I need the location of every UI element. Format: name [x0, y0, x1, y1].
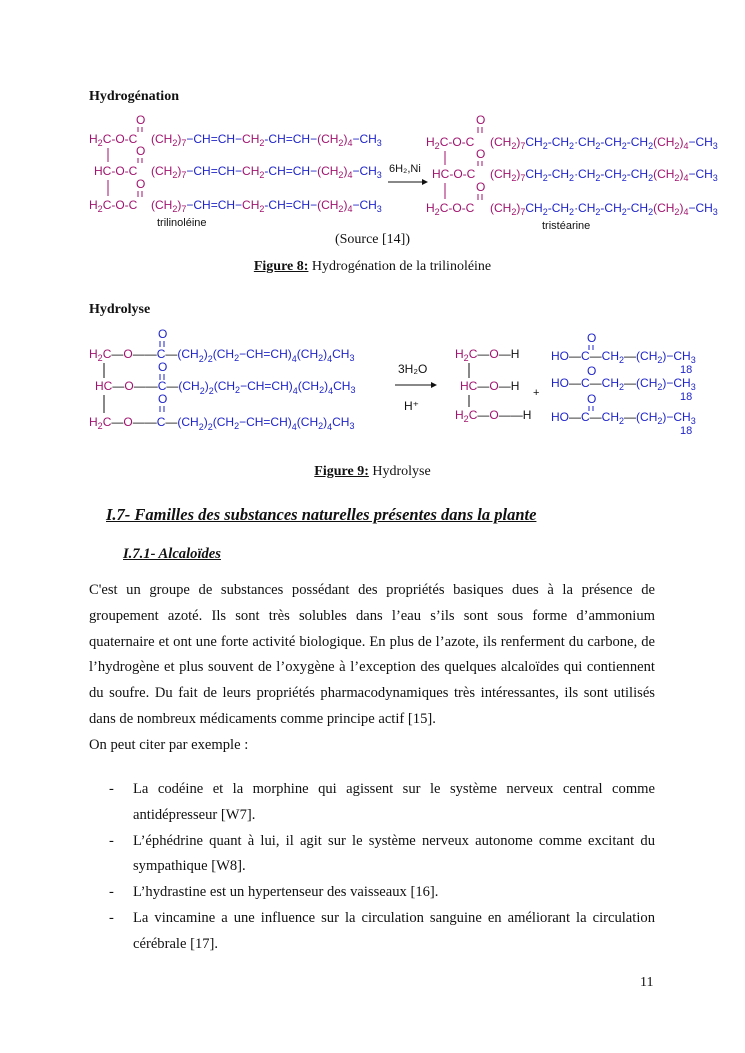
- list-item: - L’éphédrine quant à lui, il agit sur le système nerveux autonome comme excitant du sympathique [W8].: [109, 832, 655, 875]
- examples-list: [109, 777, 655, 958]
- svg-text:H2C-O-C: $H_2C-O-C$: [89, 198, 138, 214]
- svg-text:HO—C—CH2—(CH2)−CH3: $HO—C—CH_2—(CH_2)-CH_3$: [551, 410, 696, 426]
- svg-text:(CH2)7−CH=CH−CH2-CH=CH−(CH2)4−: $(CH_2)_7-CH=CH-CH_2-CH=CH-(CH_2)_4-CH_3$: [151, 198, 382, 214]
- svg-text:O: O: [476, 147, 486, 161]
- svg-text:O: O: [136, 177, 146, 191]
- hydrolysis-reagent-acid: H⁺: [404, 399, 419, 413]
- hydrolysis-scheme: [0, 0, 745, 460]
- svg-text:HC—O—H: HC—O—H: [460, 379, 520, 393]
- svg-text:HC—O——C—(CH2)2(CH2−CH=CH)4(CH2: $HC—O——C—(CH_2)_2(CH_2-CH=CH)_4(CH_2)_4CH_3$: [95, 379, 356, 396]
- examples-intro: On peut citer par exemple :: [89, 737, 249, 753]
- list-item: - La vincamine a une influence sur la circulation sanguine en améliorant la circulation cérébrale [17].: [109, 909, 655, 952]
- svg-text:O: O: [587, 331, 597, 345]
- svg-text:(CH2)7CH2-CH2·CH2-CH2-CH2(CH2): $(CH_2)_7CH_2-CH_2\cdot CH_2-CH_2-CH_2(CH_2)_4-CH_3$: [490, 167, 718, 183]
- svg-text:H2C-O-C: $H_2C-O-C$: [426, 201, 475, 217]
- svg-text:HO—C—CH2—(CH2)−CH3: $HO—C—CH_2—(CH_2)-CH_3$: [551, 349, 696, 365]
- subsection-title: I.7.1- Alcaloïdes: [123, 546, 221, 562]
- svg-text:18: 18: [680, 364, 693, 376]
- svg-text:+: +: [533, 387, 540, 399]
- tristearin-label: tristéarine: [542, 220, 591, 232]
- svg-text:(CH2)7CH2-CH2·CH2-CH2-CH2(CH2): $(CH_2)_7CH_2-CH_2\cdot CH_2-CH_2-CH_2(CH_2)_4-CH_3$: [490, 201, 718, 217]
- triglyceride-structure: [89, 327, 355, 432]
- svg-text:O: O: [587, 364, 597, 378]
- hydrolysis-heading: Hydrolyse: [89, 302, 151, 317]
- svg-text:18: 18: [680, 391, 693, 403]
- list-item: - La codéine et la morphine qui agissent sur le système nerveux central comme antidépresseur [W7].: [109, 781, 655, 823]
- figure8-source: (Source [14]): [334, 232, 411, 247]
- hydrogenation-heading: Hydrogénation: [89, 89, 179, 104]
- figure8-caption: Figure 8: Hydrogénation de la trilinoléine: [253, 259, 492, 274]
- reaction-arrow-hydrolysis: [395, 362, 437, 413]
- hydrolysis-reagent-water: 3H₂O: [398, 362, 428, 376]
- hydrogenation-reagent: 6H₂,Ni: [389, 163, 421, 175]
- svg-text:O: O: [476, 180, 486, 194]
- svg-text:(CH2)7CH2-CH2·CH2-CH2-CH2(CH2): $(CH_2)_7CH_2-CH_2\cdot CH_2-CH_2-CH_2(CH_2)_4-CH_3$: [490, 135, 718, 151]
- svg-text:O: O: [136, 113, 146, 127]
- svg-text:HO—C—CH2—(CH2)−CH3: $HO—C—CH_2—(CH_2)-CH_3$: [551, 376, 696, 392]
- trilinolein-label: trilinoléine: [157, 217, 207, 229]
- svg-text:H2C—O——H: $H_2C—O——H$: [455, 408, 532, 424]
- section-title: I.7- Familles des substances naturelles présentes dans la plante: [106, 505, 537, 524]
- svg-text:O: O: [158, 392, 168, 406]
- page-number: 11: [640, 975, 654, 990]
- svg-text:HC-O-C: HC-O-C: [94, 164, 138, 178]
- svg-text:H2C—O——C—(CH2)2(CH2−CH=CH)4(CH: $H_2C—O——C—(CH_2)_2(CH_2-CH=CH)_4(CH_2)_4CH_3$: [89, 347, 355, 364]
- svg-text:O: O: [587, 392, 597, 406]
- fatty-acid-structure: [551, 331, 696, 437]
- svg-text:H2C-O-C: $H_2C-O-C$: [89, 132, 138, 148]
- svg-text:(CH2)7−CH=CH−CH2-CH=CH−(CH2)4−: $(CH_2)_7-CH=CH-CH_2-CH=CH-(CH_2)_4-CH_3$: [151, 132, 382, 148]
- glycerol-structure: [455, 347, 539, 424]
- svg-text:(CH2)7−CH=CH−CH2-CH=CH−(CH2)4−: $(CH_2)_7-CH=CH-CH_2-CH=CH-(CH_2)_4-CH_3$: [151, 164, 382, 180]
- svg-text:O: O: [136, 144, 146, 158]
- list-item: - L’hydrastine est un hypertenseur des vaisseaux [16].: [109, 884, 439, 901]
- body-paragraph: C'est un groupe de substances possédant des propriétés basiques dues à la présence de groupement azoté. Ils sont très solubles dans l’eau s’ils sont sous forme d’ammonium quaternaire et ont une forte activité biologique. En plus de l’azote, ils renferment du carbone, de l’hydrogène et plus souvent de l’oxygène à l’exception des quelques alcaloïdes qui contiennent du soufre. Du fait de leurs propriétés pharmacodynamiques très intéressantes, ils sont utilisés dans de nombreux médicaments comme principe actif [15].: [89, 582, 655, 727]
- svg-text:O: O: [158, 327, 168, 341]
- svg-text:H2C—O——C—(CH2)2(CH2−CH=CH)4(CH: $H_2C—O——C—(CH_2)_2(CH_2-CH=CH)_4(CH_2)_4CH_3$: [89, 415, 355, 432]
- figure9-caption: Figure 9: Hydrolyse: [314, 464, 431, 479]
- svg-text:H2C-O-C: $H_2C-O-C$: [426, 135, 475, 151]
- svg-text:H2C—O—H: $H_2C—O—H$: [455, 347, 520, 363]
- svg-text:O: O: [158, 360, 168, 374]
- svg-text:HC-O-C: HC-O-C: [432, 167, 476, 181]
- svg-text:O: O: [476, 113, 486, 127]
- svg-text:18: 18: [680, 425, 693, 437]
